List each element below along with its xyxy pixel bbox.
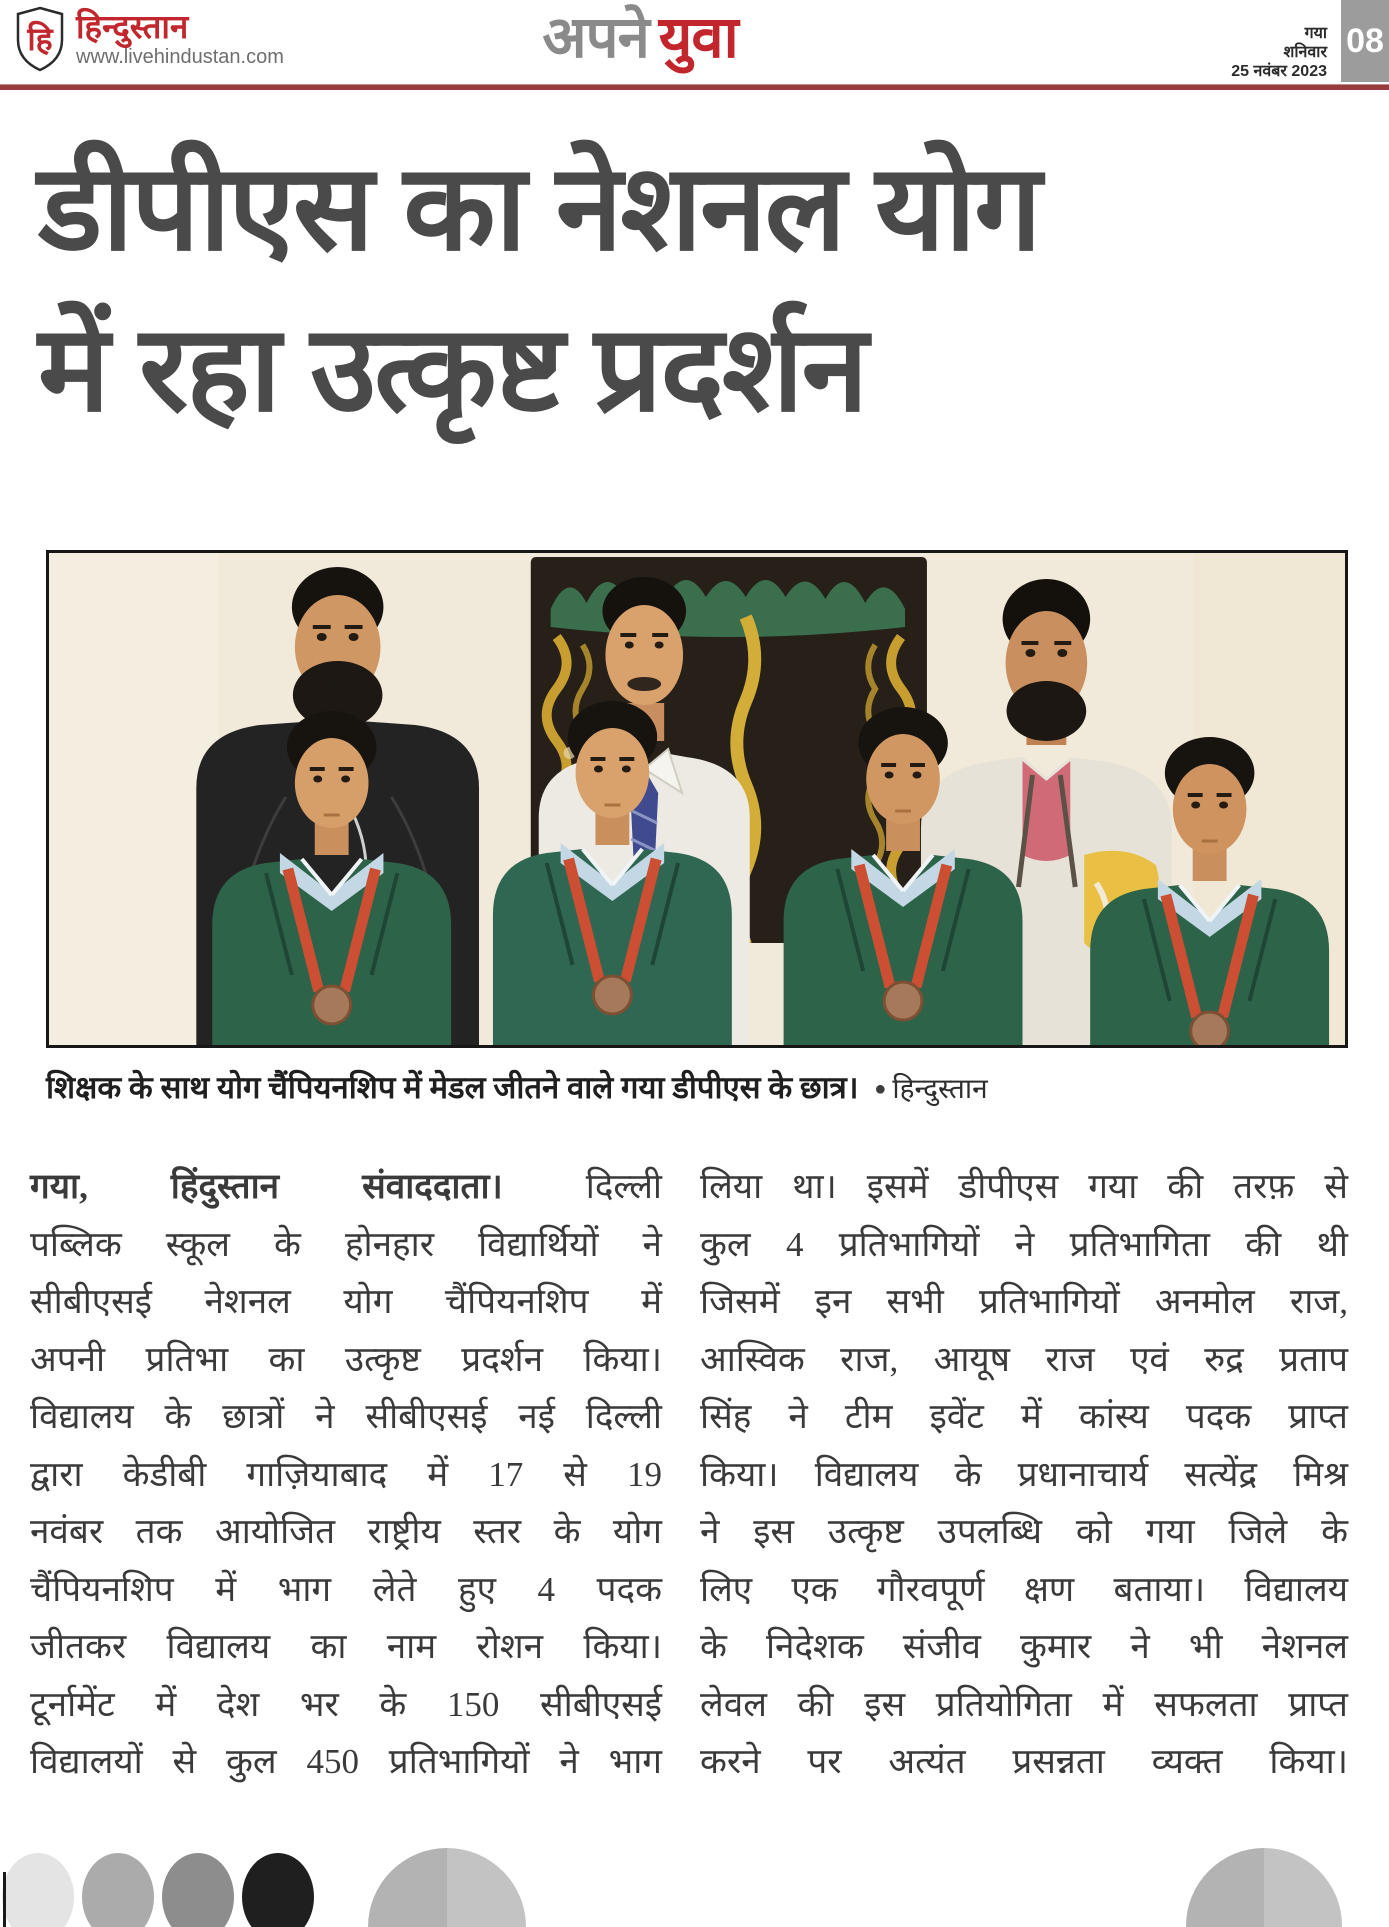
photo-credit bbox=[874, 1074, 987, 1105]
body-line: सिंह ने टीम इवेंट में कांस्य पदक प्राप्त bbox=[700, 1397, 1348, 1436]
body-line: जीतकर विद्यालय का नाम रोशन किया। bbox=[30, 1627, 662, 1666]
article-photo bbox=[46, 550, 1348, 1048]
brand-name: हिन्दुस्तान bbox=[76, 8, 189, 45]
dateline-date: 25 नवंबर 2023 bbox=[1231, 63, 1327, 80]
body-line: ने इस उत्कृष्ट उपलब्धि को गया जिले के bbox=[700, 1512, 1348, 1551]
logo-monogram: हि bbox=[27, 21, 53, 57]
body-line: चैंपियनशिप में भाग लेते हुए 4 पदक bbox=[30, 1569, 662, 1609]
body-line: विद्यालय के छात्रों ने सीबीएसई नई दिल्ली bbox=[30, 1397, 662, 1436]
body-line: पब्लिक स्कूल के होनहार विद्यार्थियों ने bbox=[30, 1224, 662, 1264]
body-line: द्वारा केडीबी गाज़ियाबाद में 17 से 19 bbox=[30, 1454, 662, 1494]
footer-dot[interactable] bbox=[82, 1853, 154, 1927]
body-line: लेवल की इस प्रतियोगिता में सफलता प्राप्त bbox=[700, 1684, 1348, 1724]
body-line: आस्विक राज, आयूष राज एवं रुद्र प्रताप bbox=[700, 1339, 1348, 1379]
dateline-city: गया bbox=[1304, 25, 1327, 42]
body-line: सीबीएसई नेशनल योग चैंपियनशिप में bbox=[30, 1282, 662, 1321]
body-line: के निदेशक संजीव कुमार ने भी नेशनल bbox=[700, 1627, 1348, 1666]
footer-circle-left[interactable] bbox=[368, 1848, 526, 1927]
body-line: करने पर अत्यंत प्रसन्नता व्यक्त किया। bbox=[700, 1742, 1348, 1781]
masthead bbox=[0, 0, 1389, 90]
section-word-2: युवा bbox=[658, 5, 738, 70]
footer-dot[interactable] bbox=[162, 1853, 234, 1927]
body-line: विद्यालयों से कुल 450 प्रतिभागियों ने भाग bbox=[30, 1742, 662, 1781]
site-url-link[interactable]: www.livehindustan.com bbox=[76, 46, 284, 68]
article-headline bbox=[38, 128, 1368, 450]
hindustan-logo[interactable] bbox=[14, 6, 284, 72]
body-line: अपनी प्रतिभा का उत्कृष्ट प्रदर्शन किया। bbox=[30, 1339, 662, 1379]
section-word-1: अपने bbox=[542, 5, 649, 70]
page-number-badge: 08 bbox=[1341, 0, 1389, 82]
body-line: नवंबर तक आयोजित राष्ट्रीय स्तर के योग bbox=[30, 1512, 662, 1551]
headline-line-2: में रहा उत्कृष्ट प्रदर्शन bbox=[38, 302, 867, 436]
footer-dot[interactable] bbox=[242, 1853, 314, 1927]
left-edge-mark bbox=[3, 1872, 6, 1927]
credit-name: हिन्दुस्तान bbox=[892, 1074, 988, 1105]
photo-illustration bbox=[49, 553, 1345, 1045]
body-line: लिए एक गौरवपूर्ण क्षण बताया। विद्यालय bbox=[700, 1569, 1348, 1609]
photo-caption bbox=[46, 1066, 1356, 1112]
masthead-rule bbox=[0, 84, 1389, 90]
body-line: कुल 4 प्रतिभागियों ने प्रतिभागिता की थी bbox=[700, 1224, 1348, 1264]
body-line: लिया था। इसमें डीपीएस गया की तरफ़ से bbox=[700, 1167, 1348, 1206]
section-title bbox=[542, 6, 737, 70]
credit-bullet-icon: ● bbox=[874, 1078, 887, 1100]
body-line: किया। विद्यालय के प्रधानाचार्य सत्येंद्र मिश्र bbox=[700, 1454, 1348, 1494]
footer-dot[interactable] bbox=[2, 1853, 74, 1927]
body-line: गया, हिंदुस्तान संवाददाता। दिल्ली bbox=[30, 1167, 662, 1206]
body-column-1 bbox=[30, 1158, 662, 1791]
dateline bbox=[1231, 24, 1327, 81]
footer-circle-right[interactable] bbox=[1186, 1848, 1342, 1927]
footer-dots bbox=[2, 1853, 322, 1927]
body-line: टूर्नामेंट में देश भर के 150 सीबीएसई bbox=[30, 1684, 662, 1724]
hindustan-shield-icon bbox=[14, 6, 66, 72]
article-body bbox=[30, 1158, 1348, 1791]
body-column-2 bbox=[700, 1158, 1348, 1791]
headline-line-1: डीपीएस का नेशनल योग bbox=[38, 141, 1040, 275]
dateline-day: शनिवार bbox=[1283, 44, 1327, 61]
body-line: जिसमें इन सभी प्रतिभागियों अनमोल राज, bbox=[700, 1282, 1348, 1321]
caption-text: शिक्षक के साथ योग चैंपियनशिप में मेडल जीतने वाले गया डीपीएस के छात्र। bbox=[46, 1070, 859, 1105]
